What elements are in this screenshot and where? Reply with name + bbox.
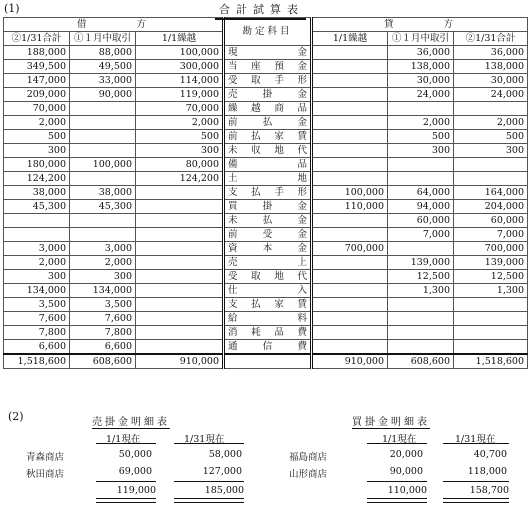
debit-total-cell: 6,600	[4, 340, 70, 355]
credit-jan-header: ①１月中取引	[388, 32, 454, 46]
account-name: 買 掛 金	[228, 201, 307, 212]
payables-total-end: 158,700	[469, 485, 509, 496]
receivables-double-rule	[174, 498, 244, 503]
debit-total-cell: 3,000	[4, 242, 70, 256]
credit-opening-cell	[312, 270, 388, 284]
credit-total-cell	[454, 326, 528, 340]
credit-total-cell: 700,000	[454, 242, 528, 256]
credit-opening-cell	[312, 130, 388, 144]
debit-total-cell: 500	[4, 130, 70, 144]
receivables-total-rule	[96, 481, 156, 482]
account-name-cell	[224, 158, 312, 172]
credit-opening-cell	[312, 326, 388, 340]
credit-opening-cell	[312, 102, 388, 116]
account-name-cell	[224, 144, 312, 158]
debit-opening-cell: 500	[136, 130, 224, 144]
trial-balance-row	[4, 326, 528, 340]
debit-opening-cell	[136, 228, 224, 242]
debit-total-cell: 134,000	[4, 284, 70, 298]
account-name-cell	[224, 242, 312, 256]
trial-balance-row	[4, 46, 528, 60]
trial-balance-row	[4, 214, 528, 228]
payables-double-rule	[367, 498, 427, 503]
debit-opening-cell	[136, 256, 224, 270]
debit-total-cell: 7,800	[4, 326, 70, 340]
credit-opening-cell	[312, 256, 388, 270]
debit-opening-cell	[136, 200, 224, 214]
account-name-cell	[224, 256, 312, 270]
payables-name: 福島商店	[289, 452, 328, 463]
debit-opening-cell	[136, 186, 224, 200]
debit-jan-cell	[70, 144, 136, 158]
debit-opening-cell: 119,000	[136, 88, 224, 102]
trial-balance-title: 合計試算表	[215, 1, 306, 20]
payables-end-header-rule	[443, 443, 509, 444]
debit-jan-header: ①１月中取引	[70, 32, 136, 46]
trial-balance-row	[4, 284, 528, 298]
payables-end-header: 1/31現在	[455, 434, 496, 445]
receivables-total-start: 119,000	[116, 485, 156, 496]
account-name: 前 払 家 賃	[228, 131, 307, 142]
trial-balance-row	[4, 172, 528, 186]
credit-total-cell: 500	[454, 130, 528, 144]
debit-group-header: 借方	[4, 18, 224, 32]
debit-jan-cell: 38,000	[70, 186, 136, 200]
credit-jan-cell	[388, 102, 454, 116]
credit-total-cell	[454, 158, 528, 172]
debit-total-cell: 209,000	[4, 88, 70, 102]
debit-opening-cell: 2,000	[136, 116, 224, 130]
debit-opening-cell: 300	[136, 144, 224, 158]
debit-opening-cell	[136, 284, 224, 298]
debit-total-cell: 124,200	[4, 172, 70, 186]
credit-opening-cell: 100,000	[312, 186, 388, 200]
debit-jan-cell: 134,000	[70, 284, 136, 298]
trial-balance-row	[4, 228, 528, 242]
debit-jan-cell	[70, 172, 136, 186]
debit-total-cell	[4, 228, 70, 242]
debit-total-cell: 38,000	[4, 186, 70, 200]
trial-balance-row	[4, 158, 528, 172]
account-name-cell	[224, 340, 312, 355]
payables-double-rule	[443, 498, 509, 503]
payables-start-header: 1/1現在	[382, 434, 417, 445]
account-name-cell	[224, 130, 312, 144]
credit-total-cell: 1,300	[454, 284, 528, 298]
credit-total-cell: 12,500	[454, 270, 528, 284]
trial-balance-row	[4, 256, 528, 270]
receivables-start-value: 50,000	[118, 449, 152, 460]
credit-group-header: 貸方	[312, 18, 528, 32]
trial-balance-row	[4, 60, 528, 74]
payables-start-header-rule	[367, 443, 427, 444]
credit-jan-cell: 24,000	[388, 88, 454, 102]
debit-opening-cell	[136, 242, 224, 256]
trial-balance-row	[4, 200, 528, 214]
credit-opening-cell: 110,000	[312, 200, 388, 214]
credit-total-cell: 300	[454, 144, 528, 158]
receivables-end-value: 127,000	[202, 466, 242, 477]
debit-jan-cell	[70, 130, 136, 144]
debit-opening-cell: 124,200	[136, 172, 224, 186]
trial-balance-row	[4, 312, 528, 326]
account-name: 給 料	[228, 313, 308, 324]
debit-jan-cell: 90,000	[70, 88, 136, 102]
credit-opening-cell	[312, 158, 388, 172]
credit-total-cell	[454, 298, 528, 312]
credit-total-cell: 24,000	[454, 88, 528, 102]
account-name: 当 座 預 金	[228, 61, 307, 72]
credit-total-cell: 2,000	[454, 116, 528, 130]
debit-jan-cell: 88,000	[70, 46, 136, 60]
account-name: 受 取 地 代	[228, 271, 307, 282]
receivables-end-value: 58,000	[208, 449, 242, 460]
receivables-start-value: 69,000	[118, 466, 152, 477]
debit-total-cell: 2,000	[4, 116, 70, 130]
account-name: 消 耗 品 費	[228, 327, 307, 338]
account-name: 資 本 金	[228, 243, 307, 254]
debit-opening-cell	[136, 270, 224, 284]
credit-opening-cell	[312, 116, 388, 130]
receivables-title: 売掛金明細表	[92, 413, 170, 429]
debit-jan-cell: 33,000	[70, 74, 136, 88]
credit-jan-cell	[388, 326, 454, 340]
credit-jan-cell: 64,000	[388, 186, 454, 200]
trial-balance-row	[4, 144, 528, 158]
credit-jan-cell: 1,300	[388, 284, 454, 298]
credit-jan-cell: 500	[388, 130, 454, 144]
payables-title: 買掛金明細表	[352, 413, 430, 429]
credit-total-cell	[454, 312, 528, 326]
credit-opening-header: 1/1繰越	[312, 32, 388, 46]
receivables-total-rule	[174, 481, 244, 482]
debit-jan-cell	[70, 228, 136, 242]
debit-jan-cell: 3,500	[70, 298, 136, 312]
account-name: 売 掛 金	[228, 89, 307, 100]
account-name: 通 信 費	[228, 341, 307, 352]
credit-total-cell: 139,000	[454, 256, 528, 270]
payables-total-start: 110,000	[387, 485, 427, 496]
total-credit-opening-cell: 910,000	[312, 354, 388, 369]
trial-balance-row	[4, 270, 528, 284]
receivables-end-header: 1/31現在	[184, 434, 225, 445]
payables-start-value: 20,000	[389, 449, 423, 460]
debit-jan-cell: 100,000	[70, 158, 136, 172]
debit-opening-cell	[136, 340, 224, 355]
credit-total-cell: 204,000	[454, 200, 528, 214]
account-name: 現 金	[228, 47, 308, 58]
debit-jan-cell: 300	[70, 270, 136, 284]
account-name-cell	[224, 298, 312, 312]
credit-total-header: ②1/31合計	[454, 32, 528, 46]
debit-opening-cell: 80,000	[136, 158, 224, 172]
trial-balance-row	[4, 186, 528, 200]
credit-jan-cell	[388, 242, 454, 256]
receivables-start-header: 1/1現在	[106, 434, 141, 445]
credit-opening-cell	[312, 214, 388, 228]
credit-opening-cell: 700,000	[312, 242, 388, 256]
part1-label: (1)	[4, 2, 20, 15]
debit-jan-cell	[70, 214, 136, 228]
credit-opening-cell	[312, 340, 388, 355]
credit-opening-cell	[312, 74, 388, 88]
account-name-cell	[224, 228, 312, 242]
receivables-name: 青森商店	[26, 452, 65, 463]
receivables-double-rule	[96, 498, 156, 503]
account-column-header: 勘定科目	[224, 18, 312, 46]
debit-total-cell: 188,000	[4, 46, 70, 60]
debit-opening-cell	[136, 326, 224, 340]
credit-jan-cell	[388, 298, 454, 312]
payables-total-rule	[443, 481, 509, 482]
total-debit-total-cell: 1,518,600	[4, 354, 70, 369]
credit-opening-cell	[312, 298, 388, 312]
total-debit-opening-cell: 910,000	[136, 354, 224, 369]
debit-total-header: ②1/31合計	[4, 32, 70, 46]
credit-total-cell: 7,000	[454, 228, 528, 242]
credit-opening-cell	[312, 284, 388, 298]
trial-balance-row	[4, 74, 528, 88]
credit-jan-cell	[388, 158, 454, 172]
credit-jan-cell: 7,000	[388, 228, 454, 242]
account-name-cell	[224, 116, 312, 130]
debit-total-cell: 45,300	[4, 200, 70, 214]
credit-total-cell	[454, 172, 528, 186]
credit-total-cell: 60,000	[454, 214, 528, 228]
credit-jan-cell: 2,000	[388, 116, 454, 130]
account-name-cell	[224, 270, 312, 284]
account-name-cell	[224, 172, 312, 186]
credit-jan-cell: 12,500	[388, 270, 454, 284]
credit-total-cell: 138,000	[454, 60, 528, 74]
account-name: 繰 越 商 品	[228, 103, 307, 114]
account-name: 前 払 金	[228, 117, 307, 128]
debit-jan-cell: 7,600	[70, 312, 136, 326]
credit-jan-cell	[388, 172, 454, 186]
receivables-name: 秋田商店	[26, 469, 65, 480]
payables-start-value: 90,000	[389, 466, 423, 477]
trial-balance-table	[3, 17, 528, 369]
receivables-total-end: 185,000	[204, 485, 244, 496]
account-name-cell	[224, 312, 312, 326]
account-name-cell	[224, 46, 312, 60]
debit-opening-cell	[136, 214, 224, 228]
account-name: 未 収 地 代	[228, 145, 307, 156]
account-name: 受 取 手 形	[228, 75, 307, 86]
payables-end-value: 118,000	[467, 466, 507, 477]
credit-opening-cell	[312, 144, 388, 158]
credit-jan-cell: 30,000	[388, 74, 454, 88]
debit-total-cell: 180,000	[4, 158, 70, 172]
credit-total-cell	[454, 340, 528, 355]
credit-jan-cell: 36,000	[388, 46, 454, 60]
debit-total-cell	[4, 214, 70, 228]
credit-jan-cell: 94,000	[388, 200, 454, 214]
account-name-cell	[224, 326, 312, 340]
payables-total-rule	[367, 481, 427, 482]
total-debit-jan-cell: 608,600	[70, 354, 136, 369]
debit-opening-cell: 70,000	[136, 102, 224, 116]
debit-jan-cell	[70, 102, 136, 116]
trial-balance-row	[4, 88, 528, 102]
trial-balance-row	[4, 340, 528, 355]
payables-end-value: 40,700	[473, 449, 507, 460]
debit-opening-cell: 300,000	[136, 60, 224, 74]
debit-total-cell: 300	[4, 144, 70, 158]
debit-opening-cell: 114,000	[136, 74, 224, 88]
debit-jan-cell: 45,300	[70, 200, 136, 214]
debit-jan-cell	[70, 116, 136, 130]
trial-balance-row	[4, 242, 528, 256]
total-credit-jan-cell: 608,600	[388, 354, 454, 369]
account-name-cell	[224, 186, 312, 200]
debit-total-cell: 349,500	[4, 60, 70, 74]
credit-jan-cell: 138,000	[388, 60, 454, 74]
debit-total-cell: 300	[4, 270, 70, 284]
credit-total-cell: 164,000	[454, 186, 528, 200]
account-name-cell	[224, 200, 312, 214]
credit-jan-cell: 300	[388, 144, 454, 158]
account-name-cell	[224, 214, 312, 228]
credit-opening-cell	[312, 60, 388, 74]
debit-total-cell: 70,000	[4, 102, 70, 116]
account-name-cell	[224, 74, 312, 88]
credit-total-cell	[454, 102, 528, 116]
debit-opening-cell: 100,000	[136, 46, 224, 60]
payables-name: 山形商店	[289, 469, 328, 480]
debit-jan-cell: 6,600	[70, 340, 136, 355]
debit-opening-cell	[136, 312, 224, 326]
debit-total-cell: 3,500	[4, 298, 70, 312]
total-account-blank	[224, 354, 312, 369]
debit-total-cell: 2,000	[4, 256, 70, 270]
account-name: 土 地	[228, 173, 308, 184]
trial-balance-total-row	[4, 354, 528, 369]
account-name: 支 払 家 賃	[228, 299, 307, 310]
account-name: 備 品	[228, 159, 308, 170]
account-name: 売 上	[228, 257, 308, 268]
part2-label: (2)	[8, 410, 24, 423]
trial-balance-row	[4, 116, 528, 130]
credit-opening-cell	[312, 172, 388, 186]
credit-opening-cell	[312, 88, 388, 102]
debit-jan-cell: 2,000	[70, 256, 136, 270]
credit-total-cell: 36,000	[454, 46, 528, 60]
account-name: 未 払 金	[228, 215, 307, 226]
trial-balance-row	[4, 130, 528, 144]
account-name-cell	[224, 102, 312, 116]
account-name-cell	[224, 284, 312, 298]
account-name-cell	[224, 60, 312, 74]
debit-jan-cell: 7,800	[70, 326, 136, 340]
credit-total-cell: 30,000	[454, 74, 528, 88]
account-name: 前 受 金	[228, 229, 307, 240]
account-name: 仕 入	[228, 285, 308, 296]
credit-jan-cell: 60,000	[388, 214, 454, 228]
debit-jan-cell: 3,000	[70, 242, 136, 256]
trial-balance-row	[4, 298, 528, 312]
debit-total-cell: 147,000	[4, 74, 70, 88]
debit-opening-header: 1/1繰越	[136, 32, 224, 46]
credit-jan-cell: 139,000	[388, 256, 454, 270]
debit-opening-cell	[136, 298, 224, 312]
credit-jan-cell	[388, 312, 454, 326]
debit-total-cell: 7,600	[4, 312, 70, 326]
credit-jan-cell	[388, 340, 454, 355]
total-credit-total-cell: 1,518,600	[454, 354, 528, 369]
trial-balance-row	[4, 102, 528, 116]
debit-jan-cell: 49,500	[70, 60, 136, 74]
credit-opening-cell	[312, 228, 388, 242]
credit-opening-cell	[312, 312, 388, 326]
receivables-start-header-rule	[96, 443, 156, 444]
credit-opening-cell	[312, 46, 388, 60]
account-name-cell	[224, 88, 312, 102]
receivables-end-header-rule	[174, 443, 244, 444]
account-name: 支 払 手 形	[228, 187, 307, 198]
